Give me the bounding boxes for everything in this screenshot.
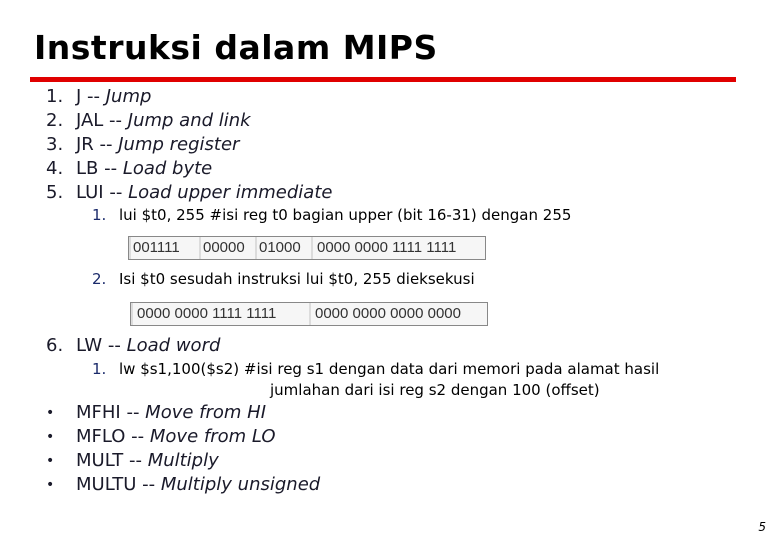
bullet-icon: • [46, 453, 55, 469]
list-number: 1. [46, 86, 64, 107]
mnemonic: LUI -- [76, 182, 129, 203]
list-number: 6. [46, 335, 64, 356]
list-text [76, 158, 212, 179]
register-field-rt: 01000 [257, 237, 311, 259]
bullet-text [76, 450, 219, 471]
register-upper-half: 0000 0000 1111 1111 [133, 303, 309, 325]
mnemonic: LW -- [76, 335, 127, 356]
list-number: 3. [46, 134, 64, 155]
mnemonic: MULTU -- [76, 474, 161, 495]
list-text [76, 110, 251, 131]
register-field-opcode: 001111 [131, 237, 199, 259]
list-text [76, 182, 332, 203]
mnemonic: LB -- [76, 158, 123, 179]
list-number: 2. [46, 110, 64, 131]
mnemonic: MULT -- [76, 450, 148, 471]
bullet-icon: • [46, 429, 55, 445]
register-diagram-instruction [128, 236, 486, 260]
sub-text: lui $t0, 255 #isi reg t0 bagian upper (bit 16-31) dengan 255 [119, 206, 572, 224]
sub-text-line-1: lw $s1,100($s2) #isi reg s1 dengan data dari memori pada alamat hasil [119, 360, 660, 378]
list-text [76, 134, 239, 155]
description: Move from HI [145, 402, 267, 423]
description: Load upper immediate [128, 182, 333, 203]
register-lower-half: 0000 0000 0000 0000 [311, 303, 487, 325]
sub-number: 1. [92, 360, 107, 378]
bullet-text [76, 426, 276, 447]
description: Jump register [118, 134, 240, 155]
title-underline [30, 77, 736, 82]
mnemonic: MFHI -- [76, 402, 146, 423]
sub-number: 2. [92, 270, 107, 288]
description: Jump and link [127, 110, 251, 131]
description: Move from LO [149, 426, 276, 447]
bullet-text [76, 402, 266, 423]
sub-text-line-2: jumlahan dari isi reg s2 dengan 100 (offset) [270, 381, 600, 399]
bullet-icon: • [46, 477, 55, 493]
list-text [76, 86, 151, 107]
slide-title: Instruksi dalam MIPS [34, 28, 438, 67]
sub-text: Isi $t0 sesudah instruksi lui $t0, 255 dieksekusi [119, 270, 475, 288]
description: Load word [126, 335, 221, 356]
list-number: 5. [46, 182, 64, 203]
bullet-icon: • [46, 405, 55, 421]
register-diagram-t0 [130, 302, 488, 326]
description: Load byte [122, 158, 213, 179]
mnemonic: MFLO -- [76, 426, 150, 447]
page-number: 5 [758, 520, 766, 534]
list-number: 4. [46, 158, 64, 179]
register-field-rs: 00000 [201, 237, 255, 259]
description: Jump [105, 86, 152, 107]
list-text [76, 335, 220, 356]
bullet-text [76, 474, 320, 495]
description: Multiply [147, 450, 219, 471]
mnemonic: JAL -- [76, 110, 128, 131]
description: Multiply unsigned [160, 474, 321, 495]
sub-number: 1. [92, 206, 107, 224]
mnemonic: JR -- [76, 134, 119, 155]
register-field-immediate: 0000 0000 1111 1111 [313, 237, 485, 259]
mnemonic: J -- [76, 86, 106, 107]
